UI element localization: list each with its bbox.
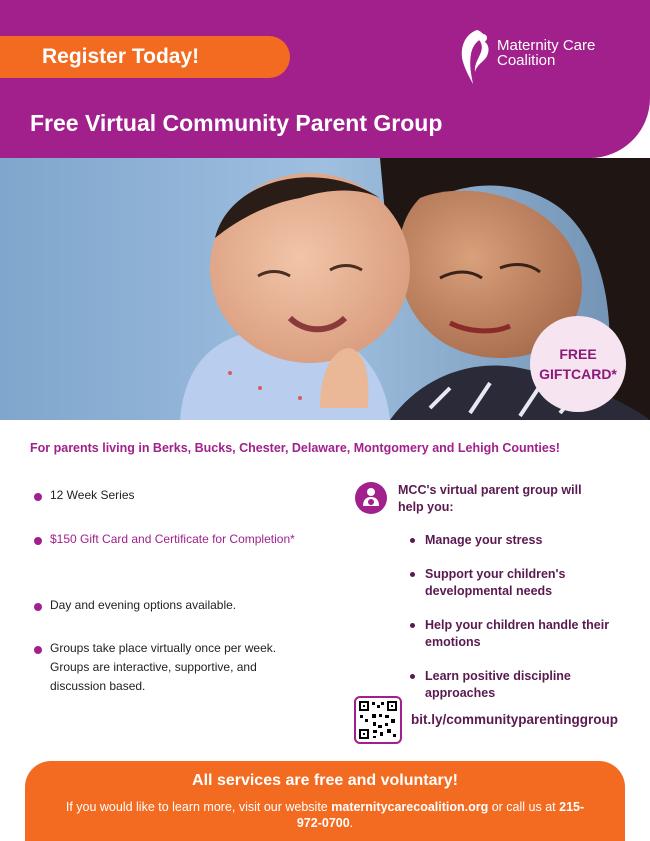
logo-line1: Maternity Care xyxy=(497,37,596,54)
footer-text-prefix: If you would like to learn more, visit our website xyxy=(65,800,332,814)
help-heading: MCC's virtual parent group will help you: xyxy=(398,483,582,514)
footer-title: All services are free and voluntary! xyxy=(192,772,458,789)
website-link[interactable]: maternitycarecoalition.org xyxy=(331,800,489,814)
logo-line2: Coalition xyxy=(497,52,556,69)
page-title: Free Virtual Community Parent Group xyxy=(30,110,443,136)
list-item: Learn positive discipline approaches xyxy=(410,668,610,702)
footer-text xyxy=(25,799,625,831)
list-item: 12 Week Series xyxy=(34,486,304,505)
list-item: Help your children handle their emotions xyxy=(410,617,610,651)
list-item: Day and evening options available. xyxy=(34,596,304,615)
parenting-group-link[interactable]: bit.ly/communityparentinggroup xyxy=(411,712,619,727)
register-button[interactable]: Register Today! xyxy=(0,36,290,78)
badge-line2: GIFTCARD* xyxy=(539,366,617,382)
footer-text-mid: or call us at xyxy=(488,800,560,814)
qr-code[interactable] xyxy=(354,696,402,744)
phone-number[interactable]: 215-972-0700 xyxy=(296,800,585,830)
free-giftcard-badge xyxy=(530,316,626,412)
logo-text xyxy=(497,38,595,68)
list-item: Support your children's developmental needs xyxy=(410,566,610,600)
footer-text-end: . xyxy=(349,816,354,830)
logo-icon xyxy=(457,26,493,86)
badge-line1: FREE xyxy=(559,346,597,362)
qr-code-icon xyxy=(359,701,397,739)
list-item: Groups take place virtually once per week. Groups are interactive, supportive, and discussion based. xyxy=(34,639,304,696)
counties-heading: For parents living in Berks, Bucks, Chester, Delaware, Montgomery and Lehigh Counties! xyxy=(30,441,560,455)
list-item: Manage your stress xyxy=(410,532,610,549)
list-item: $150 Gift Card and Certificate for Completion* xyxy=(34,530,304,549)
logo xyxy=(457,26,617,86)
parent-child-icon xyxy=(355,482,387,514)
footer-banner xyxy=(25,761,625,841)
